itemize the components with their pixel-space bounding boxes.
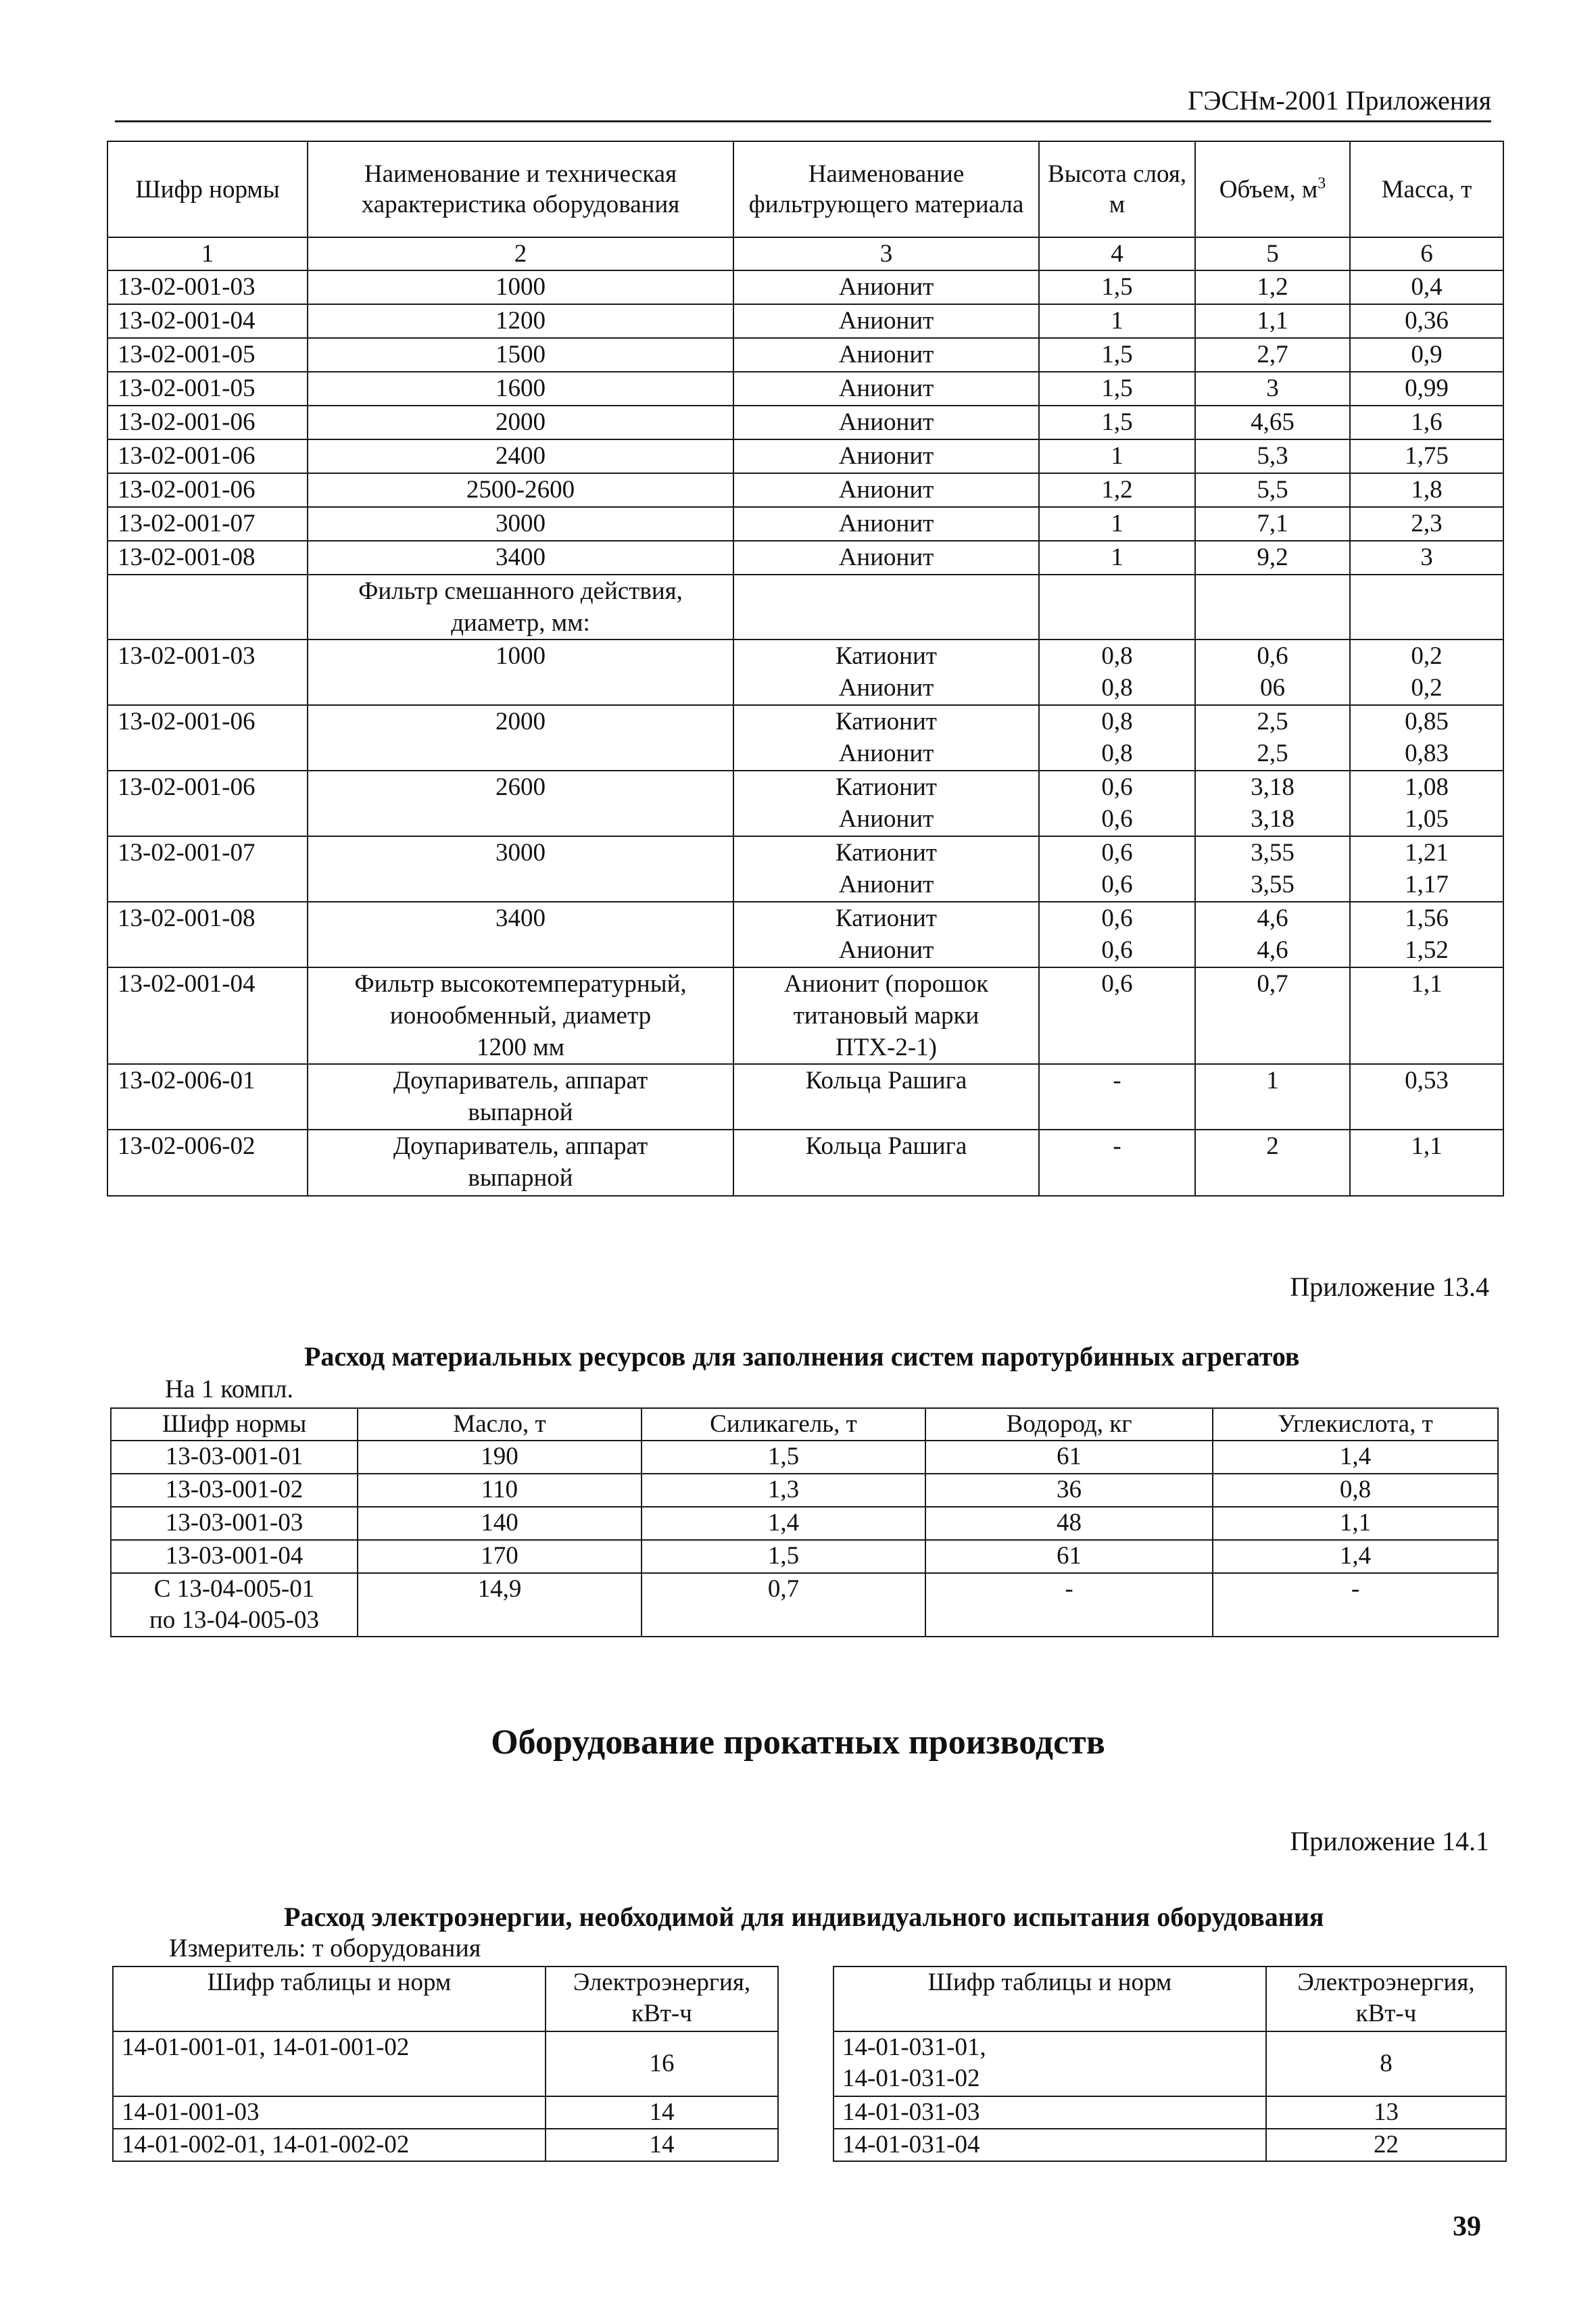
col-header-equipment: Наименование и техническая характеристика оборудования bbox=[308, 141, 733, 237]
cell-co2: 0,8 bbox=[1213, 1474, 1498, 1507]
mixed-filter-caption-row bbox=[107, 575, 1503, 640]
cell-electricity: 14 bbox=[546, 2096, 778, 2129]
cell-mass: 1,21 1,17 bbox=[1350, 836, 1503, 902]
cell-volume: 2 bbox=[1195, 1130, 1350, 1196]
column-number: 5 bbox=[1195, 237, 1350, 270]
cell-silica-gel: 1,5 bbox=[642, 1441, 925, 1474]
cell-material: Катионит Анионит bbox=[733, 705, 1039, 771]
cell-material: Анионит bbox=[733, 507, 1039, 541]
appendix-14-1-title: Расход электроэнергии, необходимой для индивидуального испытания оборудования bbox=[284, 1902, 1324, 1932]
cell-mass: 0,85 0,83 bbox=[1350, 705, 1503, 771]
col-header-code: Шифр нормы bbox=[107, 141, 308, 237]
table-row bbox=[107, 473, 1503, 507]
col-header-oil: Масло, т bbox=[358, 1408, 642, 1441]
table-row bbox=[107, 372, 1503, 406]
cell-mass: 0,2 0,2 bbox=[1350, 640, 1503, 705]
col-header-mass: Масса, т bbox=[1350, 141, 1503, 237]
cell-silica-gel: 1,4 bbox=[642, 1507, 925, 1540]
cell-code: 13-02-001-06 bbox=[107, 705, 308, 771]
cell-volume: 3,18 3,18 bbox=[1195, 771, 1350, 836]
col-header-material: Наименование фильтрующего материала bbox=[733, 141, 1039, 237]
table-header-row bbox=[833, 1967, 1506, 2031]
cell-code: 13-02-001-04 bbox=[107, 967, 308, 1064]
table-row bbox=[107, 836, 1503, 902]
cell-co2: 1,4 bbox=[1213, 1540, 1498, 1573]
cell-oil: 14,9 bbox=[358, 1573, 642, 1637]
table-row bbox=[833, 2031, 1506, 2096]
cell-mass: 1,56 1,52 bbox=[1350, 902, 1503, 967]
cell-mass: 0,9 bbox=[1350, 338, 1503, 372]
column-number: 1 bbox=[107, 237, 308, 270]
cell-mass: 1,8 bbox=[1350, 473, 1503, 507]
cell-code: 13-02-001-05 bbox=[107, 372, 308, 406]
table-row bbox=[107, 1130, 1503, 1196]
cell-material: Кольца Рашига bbox=[733, 1064, 1039, 1130]
cell-layer-height: 0,6 0,6 bbox=[1039, 771, 1195, 836]
table-row bbox=[107, 406, 1503, 439]
cell-code: 14-01-001-01, 14-01-001-02 bbox=[113, 2031, 546, 2096]
cell-equipment: 2600 bbox=[308, 771, 733, 836]
cell-code: 13-03-001-03 bbox=[111, 1507, 358, 1540]
cell-code: 13-02-001-08 bbox=[107, 902, 308, 967]
cell-material: Катионит Анионит bbox=[733, 836, 1039, 902]
cell-equipment: 2500-2600 bbox=[308, 473, 733, 507]
cell-equipment: Доупариватель, аппарат выпарной bbox=[308, 1130, 733, 1196]
col-header-code: Шифр таблицы и норм bbox=[113, 1967, 546, 2031]
cell-material: Катионит Анионит bbox=[733, 640, 1039, 705]
cell-equipment: 3000 bbox=[308, 507, 733, 541]
cell-material: Катионит Анионит bbox=[733, 771, 1039, 836]
cell-mass: 1,1 bbox=[1350, 967, 1503, 1064]
cell-volume: 3,55 3,55 bbox=[1195, 836, 1350, 902]
cell-mass: 1,1 bbox=[1350, 1130, 1503, 1196]
table-row bbox=[107, 705, 1503, 771]
cell-oil: 170 bbox=[358, 1540, 642, 1573]
table-row bbox=[833, 2129, 1506, 2161]
table-row bbox=[111, 1507, 1498, 1540]
cell-equipment: 1000 bbox=[308, 640, 733, 705]
cell-equipment: 1200 bbox=[308, 304, 733, 338]
cell-layer-height: - bbox=[1039, 1130, 1195, 1196]
cell-silica-gel: 1,5 bbox=[642, 1540, 925, 1573]
cell-co2: 1,4 bbox=[1213, 1441, 1498, 1474]
table-row bbox=[111, 1474, 1498, 1507]
column-number-row bbox=[107, 237, 1503, 270]
running-header bbox=[115, 76, 1491, 122]
cell-layer-height: 1 bbox=[1039, 507, 1195, 541]
page-number: 39 bbox=[1453, 2211, 1481, 2242]
cell-material: Кольца Рашига bbox=[733, 1130, 1039, 1196]
cell-co2: - bbox=[1213, 1573, 1498, 1637]
cell-material: Анионит bbox=[733, 338, 1039, 372]
appendix-13-4-label: Приложение 13.4 bbox=[1290, 1272, 1489, 1302]
cell-material: Анионит bbox=[733, 270, 1039, 304]
cell-layer-height: 1,5 bbox=[1039, 406, 1195, 439]
empty-cell bbox=[1039, 575, 1195, 640]
cell-equipment: 1600 bbox=[308, 372, 733, 406]
cell-code: 13-03-001-01 bbox=[111, 1441, 358, 1474]
cell-mass: 2,3 bbox=[1350, 507, 1503, 541]
section-title: Оборудование прокатных производств bbox=[491, 1723, 1105, 1762]
cell-oil: 190 bbox=[358, 1441, 642, 1474]
cell-code: 13-02-006-02 bbox=[107, 1130, 308, 1196]
cell-equipment: 2000 bbox=[308, 406, 733, 439]
table-header-row bbox=[107, 141, 1503, 237]
cell-volume: 0,7 bbox=[1195, 967, 1350, 1064]
cell-mass: 1,75 bbox=[1350, 439, 1503, 473]
col-header-hydrogen: Водород, кг bbox=[925, 1408, 1213, 1441]
cell-material: Анионит (порошок титановый марки ПТХ-2-1) bbox=[733, 967, 1039, 1064]
electricity-table-left bbox=[112, 1966, 779, 2162]
cell-silica-gel: 0,7 bbox=[642, 1573, 925, 1637]
cell-layer-height: 1,5 bbox=[1039, 270, 1195, 304]
cell-equipment: 3400 bbox=[308, 902, 733, 967]
cell-code: 13-03-001-02 bbox=[111, 1474, 358, 1507]
column-number: 2 bbox=[308, 237, 733, 270]
column-number: 6 bbox=[1350, 237, 1503, 270]
table-row bbox=[833, 2096, 1506, 2129]
cell-equipment: Фильтр высокотемпературный, ионообменный, диаметр 1200 мм bbox=[308, 967, 733, 1064]
cell-equipment: Доупариватель, аппарат выпарной bbox=[308, 1064, 733, 1130]
col-header-code: Шифр нормы bbox=[111, 1408, 358, 1441]
cell-volume: 4,65 bbox=[1195, 406, 1350, 439]
electricity-table-right bbox=[833, 1966, 1507, 2162]
cell-code: 13-03-001-04 bbox=[111, 1540, 358, 1573]
cell-electricity: 22 bbox=[1266, 2129, 1506, 2161]
volume-unit-exponent: 3 bbox=[1317, 174, 1326, 193]
cell-equipment: 3000 bbox=[308, 836, 733, 902]
table-row bbox=[107, 902, 1503, 967]
table-row bbox=[107, 640, 1503, 705]
cell-code: 13-02-001-06 bbox=[107, 406, 308, 439]
table-row bbox=[111, 1573, 1498, 1637]
table-row bbox=[111, 1540, 1498, 1573]
cell-layer-height: 0,8 0,8 bbox=[1039, 705, 1195, 771]
cell-hydrogen: 36 bbox=[925, 1474, 1213, 1507]
cell-code: 13-02-001-06 bbox=[107, 771, 308, 836]
cell-hydrogen: - bbox=[925, 1573, 1213, 1637]
cell-code: 13-02-001-03 bbox=[107, 640, 308, 705]
col-header-volume bbox=[1195, 141, 1350, 237]
table-row bbox=[113, 2031, 778, 2096]
cell-layer-height: 1 bbox=[1039, 439, 1195, 473]
cell-code: 13-02-001-06 bbox=[107, 473, 308, 507]
cell-code: 13-02-001-08 bbox=[107, 541, 308, 575]
cell-code: 14-01-002-01, 14-01-002-02 bbox=[113, 2129, 546, 2161]
col-header-co2: Углекислота, т bbox=[1213, 1408, 1498, 1441]
cell-code: 14-01-031-03 bbox=[833, 2096, 1266, 2129]
table-row bbox=[111, 1441, 1498, 1474]
cell-mass: 0,4 bbox=[1350, 270, 1503, 304]
appendix-14-1-unit: Измеритель: т оборудования bbox=[169, 1934, 481, 1962]
cell-layer-height: 0,6 0,6 bbox=[1039, 902, 1195, 967]
cell-material: Анионит bbox=[733, 372, 1039, 406]
cell-code: 14-01-001-03 bbox=[113, 2096, 546, 2129]
cell-hydrogen: 61 bbox=[925, 1441, 1213, 1474]
col-header-code: Шифр таблицы и норм bbox=[833, 1967, 1266, 2031]
empty-cell bbox=[733, 575, 1039, 640]
table-header-row bbox=[111, 1408, 1498, 1441]
filter-materials-table bbox=[107, 141, 1504, 1197]
cell-material: Анионит bbox=[733, 406, 1039, 439]
running-title: ГЭСНм-2001 Приложения bbox=[1187, 85, 1491, 116]
cell-volume: 1,1 bbox=[1195, 304, 1350, 338]
cell-volume: 2,5 2,5 bbox=[1195, 705, 1350, 771]
cell-volume: 5,5 bbox=[1195, 473, 1350, 507]
appendix-14-1-label: Приложение 14.1 bbox=[1290, 1826, 1489, 1856]
turbine-materials-table bbox=[110, 1407, 1499, 1637]
cell-layer-height: 1 bbox=[1039, 541, 1195, 575]
appendix-13-4-title: Расход материальных ресурсов для заполнения систем паротурбинных агрегатов bbox=[304, 1341, 1300, 1372]
cell-code: 13-02-001-06 bbox=[107, 439, 308, 473]
cell-equipment: 1500 bbox=[308, 338, 733, 372]
cell-mass: 0,36 bbox=[1350, 304, 1503, 338]
empty-cell bbox=[107, 575, 308, 640]
table-row bbox=[107, 771, 1503, 836]
table-row bbox=[107, 270, 1503, 304]
cell-layer-height: 1,5 bbox=[1039, 372, 1195, 406]
cell-mass: 3 bbox=[1350, 541, 1503, 575]
col-header-electricity: Электроэнергия, кВт-ч bbox=[546, 1967, 778, 2031]
table-row bbox=[107, 439, 1503, 473]
cell-code: 13-02-006-01 bbox=[107, 1064, 308, 1130]
cell-code: 13-02-001-07 bbox=[107, 507, 308, 541]
cell-code: 14-01-031-01, 14-01-031-02 bbox=[833, 2031, 1266, 2096]
cell-code: 13-02-001-03 bbox=[107, 270, 308, 304]
mixed-filter-caption: Фильтр смешанного действия, диаметр, мм: bbox=[308, 575, 733, 640]
cell-volume: 5,3 bbox=[1195, 439, 1350, 473]
cell-layer-height: 0,6 0,6 bbox=[1039, 836, 1195, 902]
table-row bbox=[113, 2096, 778, 2129]
cell-mass: 1,6 bbox=[1350, 406, 1503, 439]
empty-cell bbox=[1195, 575, 1350, 640]
col-header-layer-height: Высота слоя, м bbox=[1039, 141, 1195, 237]
table-row bbox=[107, 1064, 1503, 1130]
volume-label: Объем, м bbox=[1219, 175, 1318, 203]
column-number: 3 bbox=[733, 237, 1039, 270]
cell-hydrogen: 61 bbox=[925, 1540, 1213, 1573]
cell-volume: 7,1 bbox=[1195, 507, 1350, 541]
cell-volume: 3 bbox=[1195, 372, 1350, 406]
table-row bbox=[107, 304, 1503, 338]
cell-mass: 0,53 bbox=[1350, 1064, 1503, 1130]
cell-material: Анионит bbox=[733, 473, 1039, 507]
cell-equipment: 2000 bbox=[308, 705, 733, 771]
cell-code: 14-01-031-04 bbox=[833, 2129, 1266, 2161]
cell-layer-height: 1 bbox=[1039, 304, 1195, 338]
cell-code: С 13-04-005-01 по 13-04-005-03 bbox=[111, 1573, 358, 1637]
cell-layer-height: - bbox=[1039, 1064, 1195, 1130]
cell-material: Анионит bbox=[733, 304, 1039, 338]
cell-volume: 2,7 bbox=[1195, 338, 1350, 372]
cell-layer-height: 1,2 bbox=[1039, 473, 1195, 507]
cell-equipment: 3400 bbox=[308, 541, 733, 575]
cell-mass: 1,08 1,05 bbox=[1350, 771, 1503, 836]
cell-oil: 140 bbox=[358, 1507, 642, 1540]
cell-code: 13-02-001-05 bbox=[107, 338, 308, 372]
cell-volume: 9,2 bbox=[1195, 541, 1350, 575]
cell-electricity: 8 bbox=[1266, 2031, 1506, 2096]
cell-co2: 1,1 bbox=[1213, 1507, 1498, 1540]
table-row bbox=[107, 541, 1503, 575]
table-row bbox=[107, 507, 1503, 541]
cell-silica-gel: 1,3 bbox=[642, 1474, 925, 1507]
column-number: 4 bbox=[1039, 237, 1195, 270]
cell-volume: 4,6 4,6 bbox=[1195, 902, 1350, 967]
cell-material: Анионит bbox=[733, 541, 1039, 575]
table-header-row bbox=[113, 1967, 778, 2031]
table-row bbox=[113, 2129, 778, 2161]
cell-material: Катионит Анионит bbox=[733, 902, 1039, 967]
cell-material: Анионит bbox=[733, 439, 1039, 473]
col-header-silica-gel: Силикагель, т bbox=[642, 1408, 925, 1441]
cell-volume: 1 bbox=[1195, 1064, 1350, 1130]
cell-electricity: 16 bbox=[546, 2031, 778, 2096]
cell-mass: 0,99 bbox=[1350, 372, 1503, 406]
table-row bbox=[107, 967, 1503, 1064]
cell-oil: 110 bbox=[358, 1474, 642, 1507]
table-row bbox=[107, 338, 1503, 372]
cell-code: 13-02-001-07 bbox=[107, 836, 308, 902]
cell-electricity: 14 bbox=[546, 2129, 778, 2161]
cell-equipment: 2400 bbox=[308, 439, 733, 473]
cell-hydrogen: 48 bbox=[925, 1507, 1213, 1540]
cell-layer-height: 1,5 bbox=[1039, 338, 1195, 372]
cell-volume: 0,6 06 bbox=[1195, 640, 1350, 705]
cell-code: 13-02-001-04 bbox=[107, 304, 308, 338]
empty-cell bbox=[1350, 575, 1503, 640]
col-header-electricity: Электроэнергия, кВт-ч bbox=[1266, 1967, 1506, 2031]
cell-volume: 1,2 bbox=[1195, 270, 1350, 304]
cell-layer-height: 0,8 0,8 bbox=[1039, 640, 1195, 705]
cell-electricity: 13 bbox=[1266, 2096, 1506, 2129]
cell-equipment: 1000 bbox=[308, 270, 733, 304]
appendix-13-4-unit: На 1 компл. bbox=[165, 1375, 293, 1403]
cell-layer-height: 0,6 bbox=[1039, 967, 1195, 1064]
